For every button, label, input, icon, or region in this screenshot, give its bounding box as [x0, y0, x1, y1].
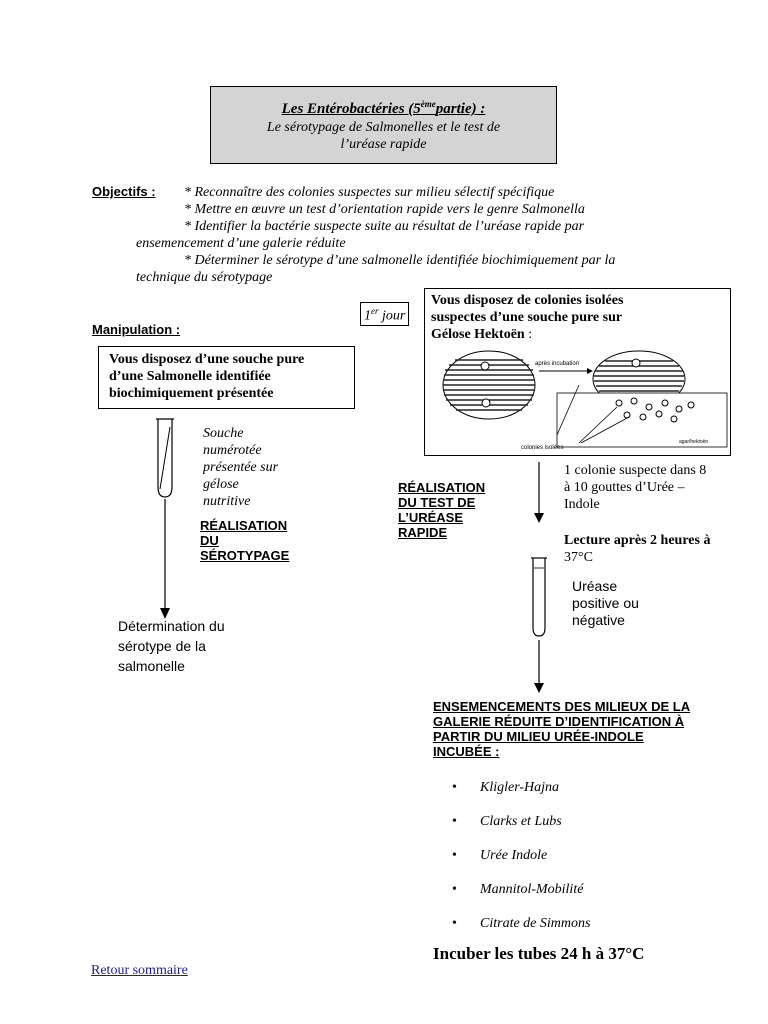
- list-item: • Kligler-Hajna: [452, 780, 590, 814]
- svg-text:après incubation: après incubation: [535, 361, 580, 367]
- objectif-4: * Déterminer le sérotype d’une salmonelle identifiée biochimiquement par la: [184, 253, 616, 268]
- souche-pure-box: Vous disposez d’une souche pure d’une Salmonelle identifiée biochimiquement présentée: [98, 346, 355, 409]
- lecture-text: Lecture après 2 heures à 37°C: [564, 533, 711, 565]
- objectif-3b: ensemencement d’une galerie réduite: [136, 236, 346, 251]
- incuber-text: Incuber les tubes 24 h à 37°C: [433, 944, 645, 963]
- slant-line: [160, 427, 170, 489]
- svg-text:agar/hektoën: agar/hektoën: [679, 439, 709, 445]
- list-item: • Clarks et Lubs: [452, 814, 590, 848]
- objectifs-label: Objectifs :: [92, 184, 156, 199]
- realisation-urease: RÉALISATION DU TEST DE L’URÉASE RAPIDE: [398, 480, 486, 540]
- petri-dish-figure: [429, 345, 729, 455]
- list-item: • Urée Indole: [452, 848, 590, 882]
- manipulation-label: Manipulation :: [92, 322, 181, 337]
- ensemencements-heading: ENSEMENCEMENTS DES MILIEUX DE LA GALERIE RÉDUITE D’IDENTIFICATION À PARTIR DU MILIEU URÉE-INDOLE INCUBÉE :: [433, 699, 691, 759]
- title-box: [210, 86, 557, 164]
- souche-description: Souche numérotée présentée sur gélose nutritive: [203, 426, 279, 509]
- media-list: [452, 780, 590, 950]
- day-label: 1er jour: [360, 302, 409, 326]
- list-item: • Citrate de Simmons: [452, 916, 590, 950]
- retour-sommaire-link[interactable]: Retour sommaire: [91, 963, 188, 978]
- page-title: Les Entérobactéries (5èmepartie) :: [281, 99, 486, 117]
- right-flow-graphic: [525, 460, 555, 700]
- left-flow-graphic: [140, 415, 200, 625]
- arrow-head-icon: [534, 513, 544, 523]
- page-subtitle: Le sérotypage de Salmonelles et le test de l’uréase rapide: [266, 120, 501, 152]
- hektoen-box: [424, 288, 731, 456]
- objectif-4b: technique du sérotypage: [136, 270, 273, 285]
- determination-text: Détermination du sérotype de la salmonelle: [118, 618, 225, 674]
- urease-result: Uréase positive ou négative: [572, 578, 639, 628]
- realisation-serotypage: RÉALISATION DU SÉROTYPAGE: [200, 518, 290, 563]
- colonie-instructions: 1 colonie suspecte dans 8 à 10 gouttes d’Urée – Indole: [564, 463, 707, 512]
- objectif-3: * Identifier la bactérie suspecte suite au résultat de l’uréase rapide par: [184, 219, 585, 234]
- list-item: • Mannitol-Mobilité: [452, 882, 590, 916]
- test-tube-icon: [533, 558, 545, 636]
- objectif-2: * Mettre en œuvre un test d’orientation rapide vers le genre Salmonella: [184, 202, 585, 217]
- svg-text:colonies isolées: colonies isolées: [521, 445, 564, 451]
- objectif-1: * Reconnaître des colonies suspectes sur milieu sélectif spécifique: [184, 185, 555, 200]
- hektoen-text: Vous disposez de colonies isolées suspectes d’une souche pure sur Gélose Hektoën :: [431, 293, 624, 342]
